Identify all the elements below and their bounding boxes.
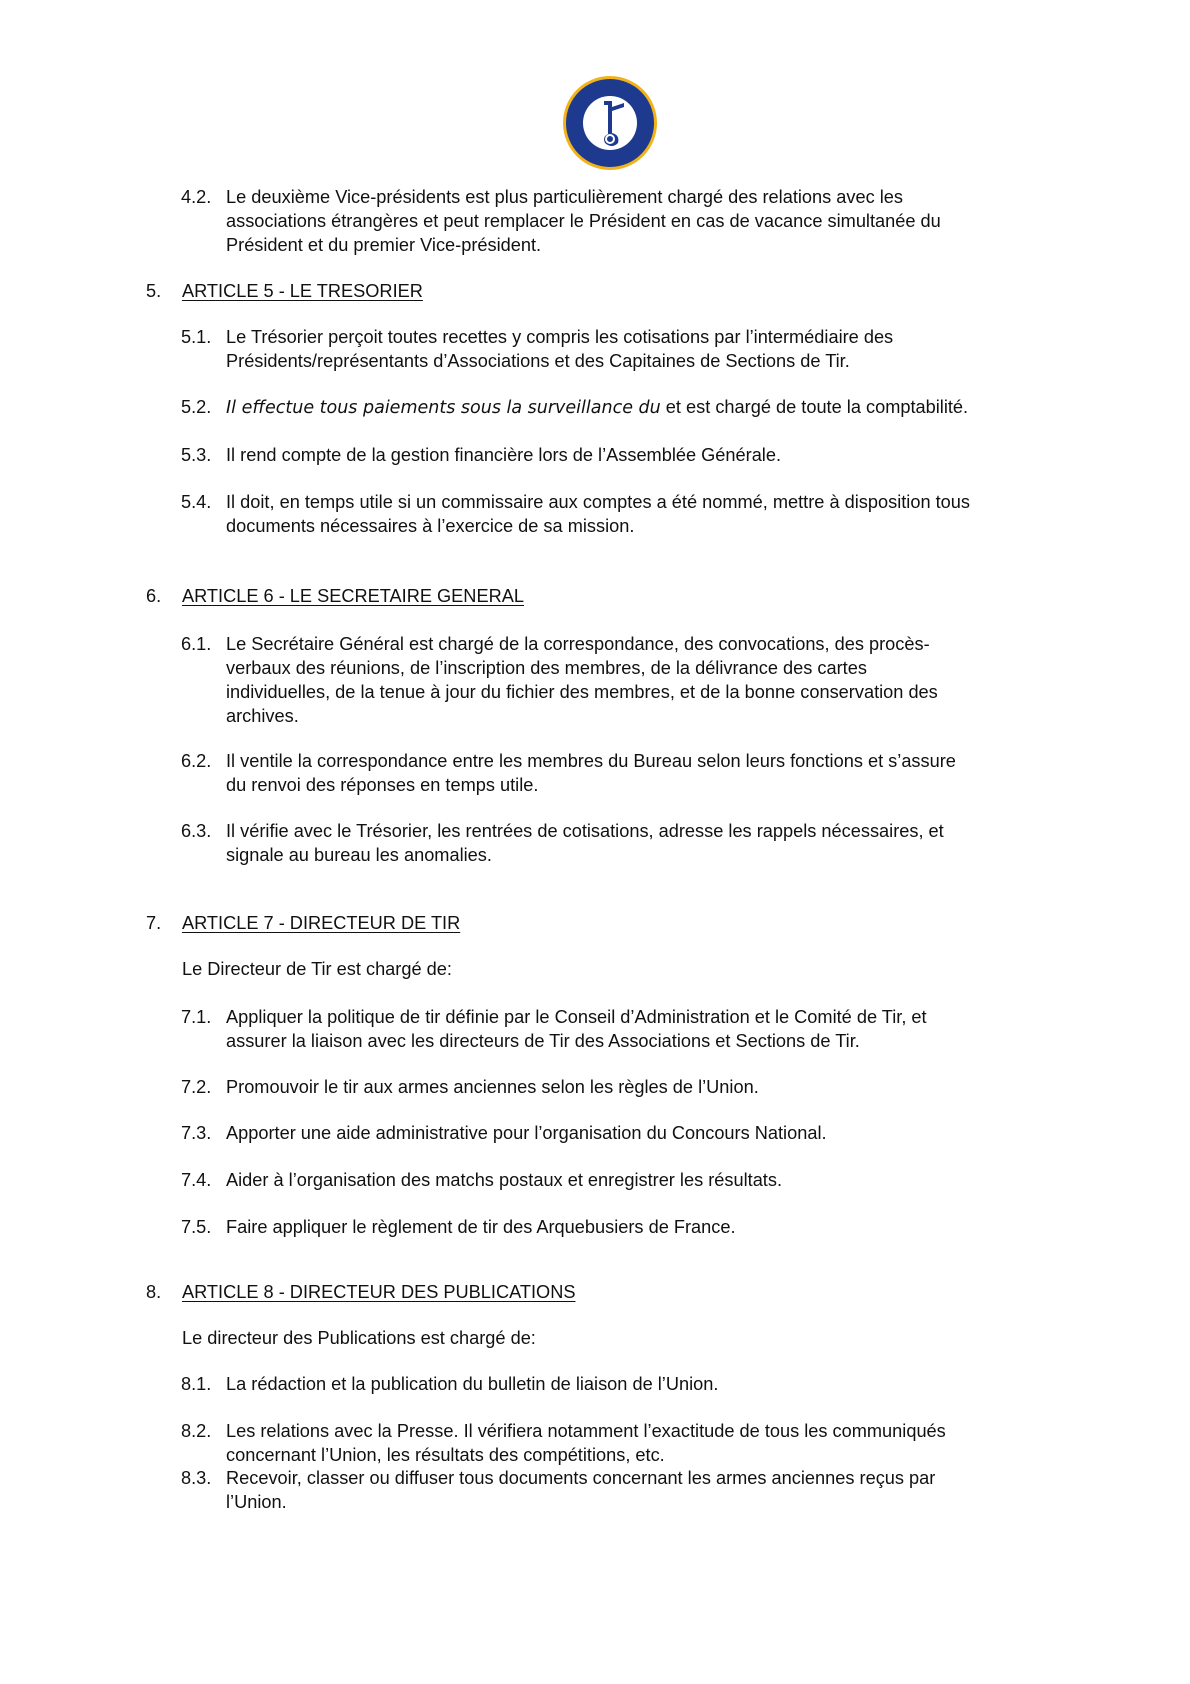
paragraph-6-1-number: 6.1. xyxy=(181,634,212,654)
paragraph-7-1-number: 7.1. xyxy=(181,1007,212,1027)
paragraph-5-2 xyxy=(226,396,968,421)
paragraph-8-2-number: 8.2. xyxy=(181,1421,212,1441)
paragraph-8-3-line-1: Recevoir, classer ou diffuser tous documents concernant les armes anciennes reçus par xyxy=(226,1468,936,1488)
club-logo xyxy=(560,73,660,173)
paragraph-5-2-number: 5.2. xyxy=(181,397,212,417)
paragraph-5-3-line-1: Il rend compte de la gestion financière lors de l’Assemblée Générale. xyxy=(226,445,782,465)
paragraph-8-1-line-1: La rédaction et la publication du bulletin de liaison de l’Union. xyxy=(226,1374,719,1394)
paragraph-6-2-line-2: du renvoi des réponses en temps utile. xyxy=(226,775,539,795)
paragraph-6-3-line-2: signale au bureau les anomalies. xyxy=(226,845,492,865)
article-5-heading: ARTICLE 5 - LE TRESORIER xyxy=(182,281,423,301)
paragraph-7-3-line-1: Apporter une aide administrative pour l’organisation du Concours National. xyxy=(226,1123,827,1143)
paragraph-7-3-number: 7.3. xyxy=(181,1123,212,1143)
article-7-intro: Le Directeur de Tir est chargé de: xyxy=(182,959,452,979)
paragraph-7-1-line-1: Appliquer la politique de tir définie par le Conseil d’Administration et le Comité de Tir, et xyxy=(226,1007,927,1027)
article-5-number: 5. xyxy=(146,281,162,301)
paragraph-5-1-line-2: Présidents/représentants d’Associations et des Capitaines de Sections de Tir. xyxy=(226,351,850,371)
paragraph-5-4-number: 5.4. xyxy=(181,492,212,512)
paragraph-5-1-line-1: Le Trésorier perçoit toutes recettes y compris les cotisations par l’intermédiaire des xyxy=(226,327,894,347)
paragraph-7-4-number: 7.4. xyxy=(181,1170,212,1190)
paragraph-5-4-line-2: documents nécessaires à l’exercice de sa mission. xyxy=(226,516,635,536)
paragraph-5-4-line-1: Il doit, en temps utile si un commissaire aux comptes a été nommé, mettre à disposition tous xyxy=(226,492,971,512)
paragraph-5-2-cursive: Il effectue tous paiements sous la surveillance du xyxy=(226,398,661,418)
paragraph-7-2-number: 7.2. xyxy=(181,1077,212,1097)
paragraph-4-2-line-2: associations étrangères et peut remplacer le Président en cas de vacance simultanée du xyxy=(226,211,941,231)
paragraph-7-5-line-1: Faire appliquer le règlement de tir des Arquebusiers de France. xyxy=(226,1217,736,1237)
paragraph-7-1-line-2: assurer la liaison avec les directeurs de Tir des Associations et Sections de Tir. xyxy=(226,1031,860,1051)
paragraph-8-2-line-2: concernant l’Union, les résultats des compétitions, etc. xyxy=(226,1445,665,1465)
article-8-intro: Le directeur des Publications est chargé de: xyxy=(182,1328,536,1348)
paragraph-6-3-line-1: Il vérifie avec le Trésorier, les rentrées de cotisations, adresse les rappels nécessaires, et xyxy=(226,821,944,841)
article-7-number: 7. xyxy=(146,913,162,933)
article-6-heading: ARTICLE 6 - LE SECRETAIRE GENERAL xyxy=(182,586,524,606)
paragraph-8-3-line-2: l’Union. xyxy=(226,1492,287,1512)
paragraph-7-4-line-1: Aider à l’organisation des matchs postaux et enregistrer les résultats. xyxy=(226,1170,783,1190)
paragraph-7-2-line-1: Promouvoir le tir aux armes anciennes selon les règles de l’Union. xyxy=(226,1077,759,1097)
paragraph-6-1-line-1: Le Secrétaire Général est chargé de la correspondance, des convocations, des procès- xyxy=(226,634,930,654)
paragraph-5-2-rest: et est chargé de toute la comptabilité. xyxy=(660,397,969,417)
paragraph-6-2-number: 6.2. xyxy=(181,751,212,771)
paragraph-6-1-line-3: individuelles, de la tenue à jour du fichier des membres, et de la bonne conservation des xyxy=(226,682,938,702)
article-8-heading: ARTICLE 8 - DIRECTEUR DES PUBLICATIONS xyxy=(182,1282,576,1302)
paragraph-4-2-line-3: Président et du premier Vice-président. xyxy=(226,235,542,255)
paragraph-8-1-number: 8.1. xyxy=(181,1374,212,1394)
paragraph-6-3-number: 6.3. xyxy=(181,821,212,841)
article-6-number: 6. xyxy=(146,586,162,606)
paragraph-5-1-number: 5.1. xyxy=(181,327,212,347)
paragraph-4-2-line-1: Le deuxième Vice-présidents est plus particulièrement chargé des relations avec les xyxy=(226,187,904,207)
paragraph-7-5-number: 7.5. xyxy=(181,1217,212,1237)
article-7-heading: ARTICLE 7 - DIRECTEUR DE TIR xyxy=(182,913,461,933)
paragraph-number: 4.2. xyxy=(181,187,212,207)
paragraph-6-1-line-4: archives. xyxy=(226,706,299,726)
article-8-number: 8. xyxy=(146,1282,162,1302)
arquebus-emblem-icon xyxy=(560,73,660,173)
paragraph-8-3-number: 8.3. xyxy=(181,1468,212,1488)
paragraph-5-3-number: 5.3. xyxy=(181,445,212,465)
paragraph-8-2-line-1: Les relations avec la Presse. Il vérifiera notamment l’exactitude de tous les communiqués xyxy=(226,1421,946,1441)
paragraph-6-2-line-1: Il ventile la correspondance entre les membres du Bureau selon leurs fonctions et s’assure xyxy=(226,751,956,771)
paragraph-6-1-line-2: verbaux des réunions, de l’inscription des membres, de la délivrance des cartes xyxy=(226,658,867,678)
